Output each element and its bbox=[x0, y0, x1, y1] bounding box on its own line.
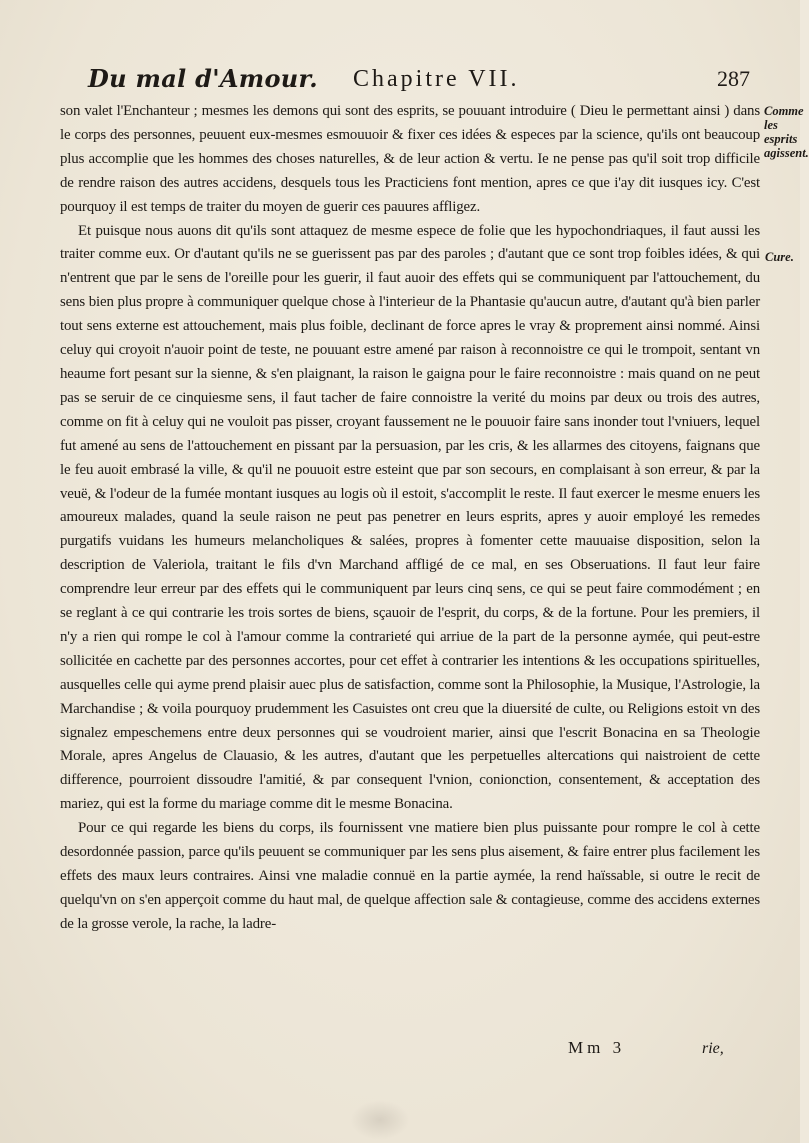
page-header bbox=[88, 56, 750, 96]
catch-word: rie, bbox=[702, 1040, 724, 1057]
paragraph-2: Et puisque nous auons dit qu'ils sont attaquez de mesme espece de folie que les hypochondriaques, il faut aussi les traiter comme eux. Or d'autant qu'ils ne se guerissent pas par des paroles ; d'autant que ce sont trop foibles idées, & qui n'entrent que par le sens de l'oreille pour les guerir, il faut auoir des effets qui se communiquent par l'attouchement, du sens bien plus propre à communiquer quelque chose à l'interieur de la Phantasie qu'aucun autre, d'autant qu'à bien parler tout sens externe est attouchement, mais plus foible, declinant de force apres le vray & proprement ainsi nommé. Ainsi celuy qui croyoit n'auoir point de teste, ne pouuant estre amené par raison à reconnoistre ce qui le trompoit, sentant vn heaume fort pesant sur la sienne, & s'en plaignant, la raison le gaigna pour le faire reconnoistre : mais quand on ne peut pas se seruir de ce cinquiesme sens, il faut tacher de faire connoistre la verité du moins par deux ou trois des autres, comme on fit à celuy qui ne vouloit pas pisser, croyant faussement ne le pouuoir faire sans inonder tout l'vniuers, lequel fut amené au sens de l'attouchement en pissant par la persuasion, par les cris, & les allarmes des citoyens, faignans que le feu auoit embrasé la ville, & qu'il ne pouuoit estre esteint que par son secours, en complaisant à son erreur, & par la veuë, & l'odeur de la fumée montant iusques au logis où il estoit, s'accomplit le reste. Il faut exercer le mesme enuers les amoureux malades, quand la seule raison ne peut pas penetrer en leurs esprits, apres y auoir employé les remedes purgatifs vuidans les humeurs melancholiques & salées, propres à fomenter cette mauuaise disposition, selon la description de Valeriola, traitant le fils d'vn Marchand affligé de ce mal, en ses Obseruations. Il faut leur faire comprendre leur erreur par des effets qui le communiquent par leurs cinq sens, ce qui se peut faire commodément ; en se reglant à ce qui contrarie les trois sortes de biens, sçauoir de l'esprit, du corps, & de la fortune. Pour les premiers, il n'y a rien qui rompe le col à l'amour comme la contrarieté qui arriue de la part de la personne aymée, qui peut-estre sollicitée en cachette par des personnes accortes, pour cet effet à contrarier les intentions & les occupations spirituelles, ausquelles celle qui ayme prend plaisir auec plus de satisfaction, comme sont la Philosophie, la Musique, l'Astrologie, la Marchandise ; & voila pourquoy prudemment les Casuistes ont creu que la diuersité de culte, ou Religions estoit vn des signalez empeschemens entre deux personnes qui se voudroient marier, ainsi que l'escrit Bonacina en sa Theologie Morale, apres Angelus de Clauasio, & les autres, d'autant que les perpetuelles altercations qui naistroient de cette difference, pourroient dissoudre l'amitié, & par consequent l'vnion, conionction, consentement, & acceptation des mariez, qui est la forme du mariage comme dit le mesme Bonacina. bbox=[60, 222, 760, 813]
margin-note-cure: Cure. bbox=[765, 250, 794, 264]
running-title: Du mal d'Amour. bbox=[88, 64, 318, 93]
page-number: 287 bbox=[717, 66, 750, 91]
paragraph-3: Pour ce qui regarde les biens du corps, ils fournissent vne matiere bien plus puissante pour rompre le col à cette desordonnée passion, parce qu'ils peuuent se communiquer par les sens plus aisement, & faire entrer plus facilement les effets des maux leurs contraires. Ainsi vne maladie connuë en la partie aymée, la rend haïssable, si outre le recit de quelqu'vn on s'en apperçoit comme du haut mal, de quelque affection sale & contagieuse, comme des accidens externes de la grosse verole, la rache, la ladre- bbox=[60, 820, 760, 932]
body-text bbox=[60, 100, 760, 937]
margin-note-comme: Comme les esprits agissent. bbox=[764, 104, 809, 160]
ink-smudge bbox=[350, 1100, 410, 1140]
paragraph-1: son valet l'Enchanteur ; mesmes les demons qui sont des esprits, se pouuant introduire ( Dieu le permettant ainsi ) dans le corps des personnes, peuuent eux-mesmes esmouuoir & fixer ces idées & especes par la science, qu'ils ont beaucoup plus accomplie que les hommes des choses naturelles, & de leur action & vertu. Ie ne pense pas qu'il soit trop difficile de rendre raison des autres accidens, desquels tous les Practiciens font mention, apres ce que i'ay dit iusques icy. C'est pourquoy il est temps de traiter du moyen de guerir ces pauures affligez. bbox=[60, 103, 760, 215]
signature-mark: Mm 3 bbox=[568, 1038, 626, 1057]
chapter-heading: Chapitre VII. bbox=[353, 66, 520, 92]
